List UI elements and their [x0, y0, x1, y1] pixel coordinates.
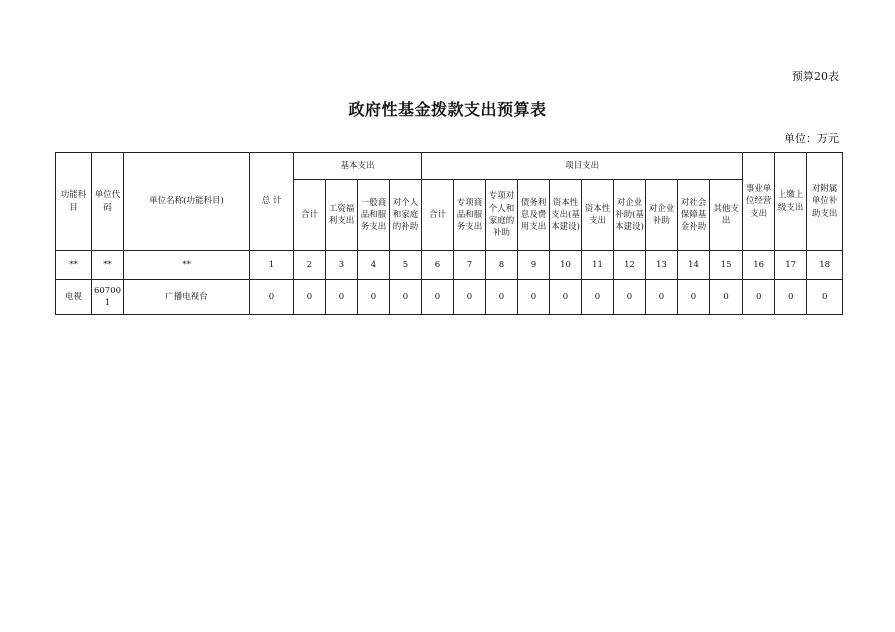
cell-value: 0: [390, 280, 422, 315]
header-project-5: 资本性支出: [582, 180, 614, 251]
header-project-8: 对社会保障基金补助: [678, 180, 710, 251]
index-row: [56, 251, 843, 280]
index-cell: 16: [743, 251, 775, 280]
header-tail-0: 事业单位经营支出: [743, 153, 775, 251]
index-cell: 12: [614, 251, 646, 280]
index-cell: 4: [358, 251, 390, 280]
header-total: 总 计: [250, 153, 294, 251]
header-tail-2: 对附属单位补助支出: [807, 153, 843, 251]
cell-value: 0: [678, 280, 710, 315]
cell-value: 0: [710, 280, 743, 315]
index-cell: 6: [422, 251, 454, 280]
header-unit-name: 单位名称(功能科目): [124, 153, 250, 251]
index-cell: 13: [646, 251, 678, 280]
cell-value: 0: [550, 280, 582, 315]
header-project-7: 对企业补助: [646, 180, 678, 251]
header-project-4: 资本性支出(基本建设): [550, 180, 582, 251]
budget-table: [55, 152, 843, 315]
index-cell: 14: [678, 251, 710, 280]
cell-value: 0: [486, 280, 518, 315]
cell-value: 0: [807, 280, 843, 315]
index-cell: 3: [326, 251, 358, 280]
index-cell: **: [92, 251, 124, 280]
index-cell: 9: [518, 251, 550, 280]
cell-value: 0: [454, 280, 486, 315]
index-cell: **: [124, 251, 250, 280]
index-cell: 2: [294, 251, 326, 280]
cell-value: 0: [743, 280, 775, 315]
cell-value: 0: [614, 280, 646, 315]
header-project-0: 合计: [422, 180, 454, 251]
header-basic-3: 对个人和家庭的补助: [390, 180, 422, 251]
page-title: 政府性基金拨款支出预算表: [348, 100, 547, 119]
header-basic-0: 合计: [294, 180, 326, 251]
index-cell: 8: [486, 251, 518, 280]
cell-func-subject: 电视: [56, 280, 92, 315]
cell-value: 0: [582, 280, 614, 315]
header-project-1: 专项商品和服务支出: [454, 180, 486, 251]
header-project-2: 专项对个人和家庭的补助: [486, 180, 518, 251]
index-cell: 1: [250, 251, 294, 280]
header-basic-2: 一般商品和服务支出: [358, 180, 390, 251]
cell-unit-code: 607001: [92, 280, 124, 315]
header-project-group: 项目支出: [422, 153, 743, 180]
table-number: 预算20表: [792, 70, 839, 83]
index-cell: 11: [582, 251, 614, 280]
unit-label: 单位：万元: [784, 132, 839, 145]
header-tail-1: 上缴上级支出: [775, 153, 807, 251]
cell-value: 0: [646, 280, 678, 315]
cell-value: 0: [294, 280, 326, 315]
cell-value: 0: [326, 280, 358, 315]
cell-value: 0: [250, 280, 294, 315]
index-cell: 18: [807, 251, 843, 280]
index-cell: 10: [550, 251, 582, 280]
header-row-group: [56, 153, 843, 180]
header-basic-1: 工资福利支出: [326, 180, 358, 251]
cell-value: 0: [422, 280, 454, 315]
cell-value: 0: [518, 280, 550, 315]
header-func-subject: 功能科目: [56, 153, 92, 251]
header-project-3: 债务利息及费用支出: [518, 180, 550, 251]
cell-value: 0: [358, 280, 390, 315]
index-cell: 7: [454, 251, 486, 280]
cell-value: 0: [775, 280, 807, 315]
index-cell: 17: [775, 251, 807, 280]
index-cell: 5: [390, 251, 422, 280]
header-basic-group: 基本支出: [294, 153, 422, 180]
cell-unit-name: 广播电视台: [124, 280, 250, 315]
index-cell: 15: [710, 251, 743, 280]
index-cell: **: [56, 251, 92, 280]
header-project-6: 对企业补助(基本建设): [614, 180, 646, 251]
header-project-9: 其他支出: [710, 180, 743, 251]
header-unit-code: 单位代码: [92, 153, 124, 251]
table-row: [56, 280, 843, 315]
